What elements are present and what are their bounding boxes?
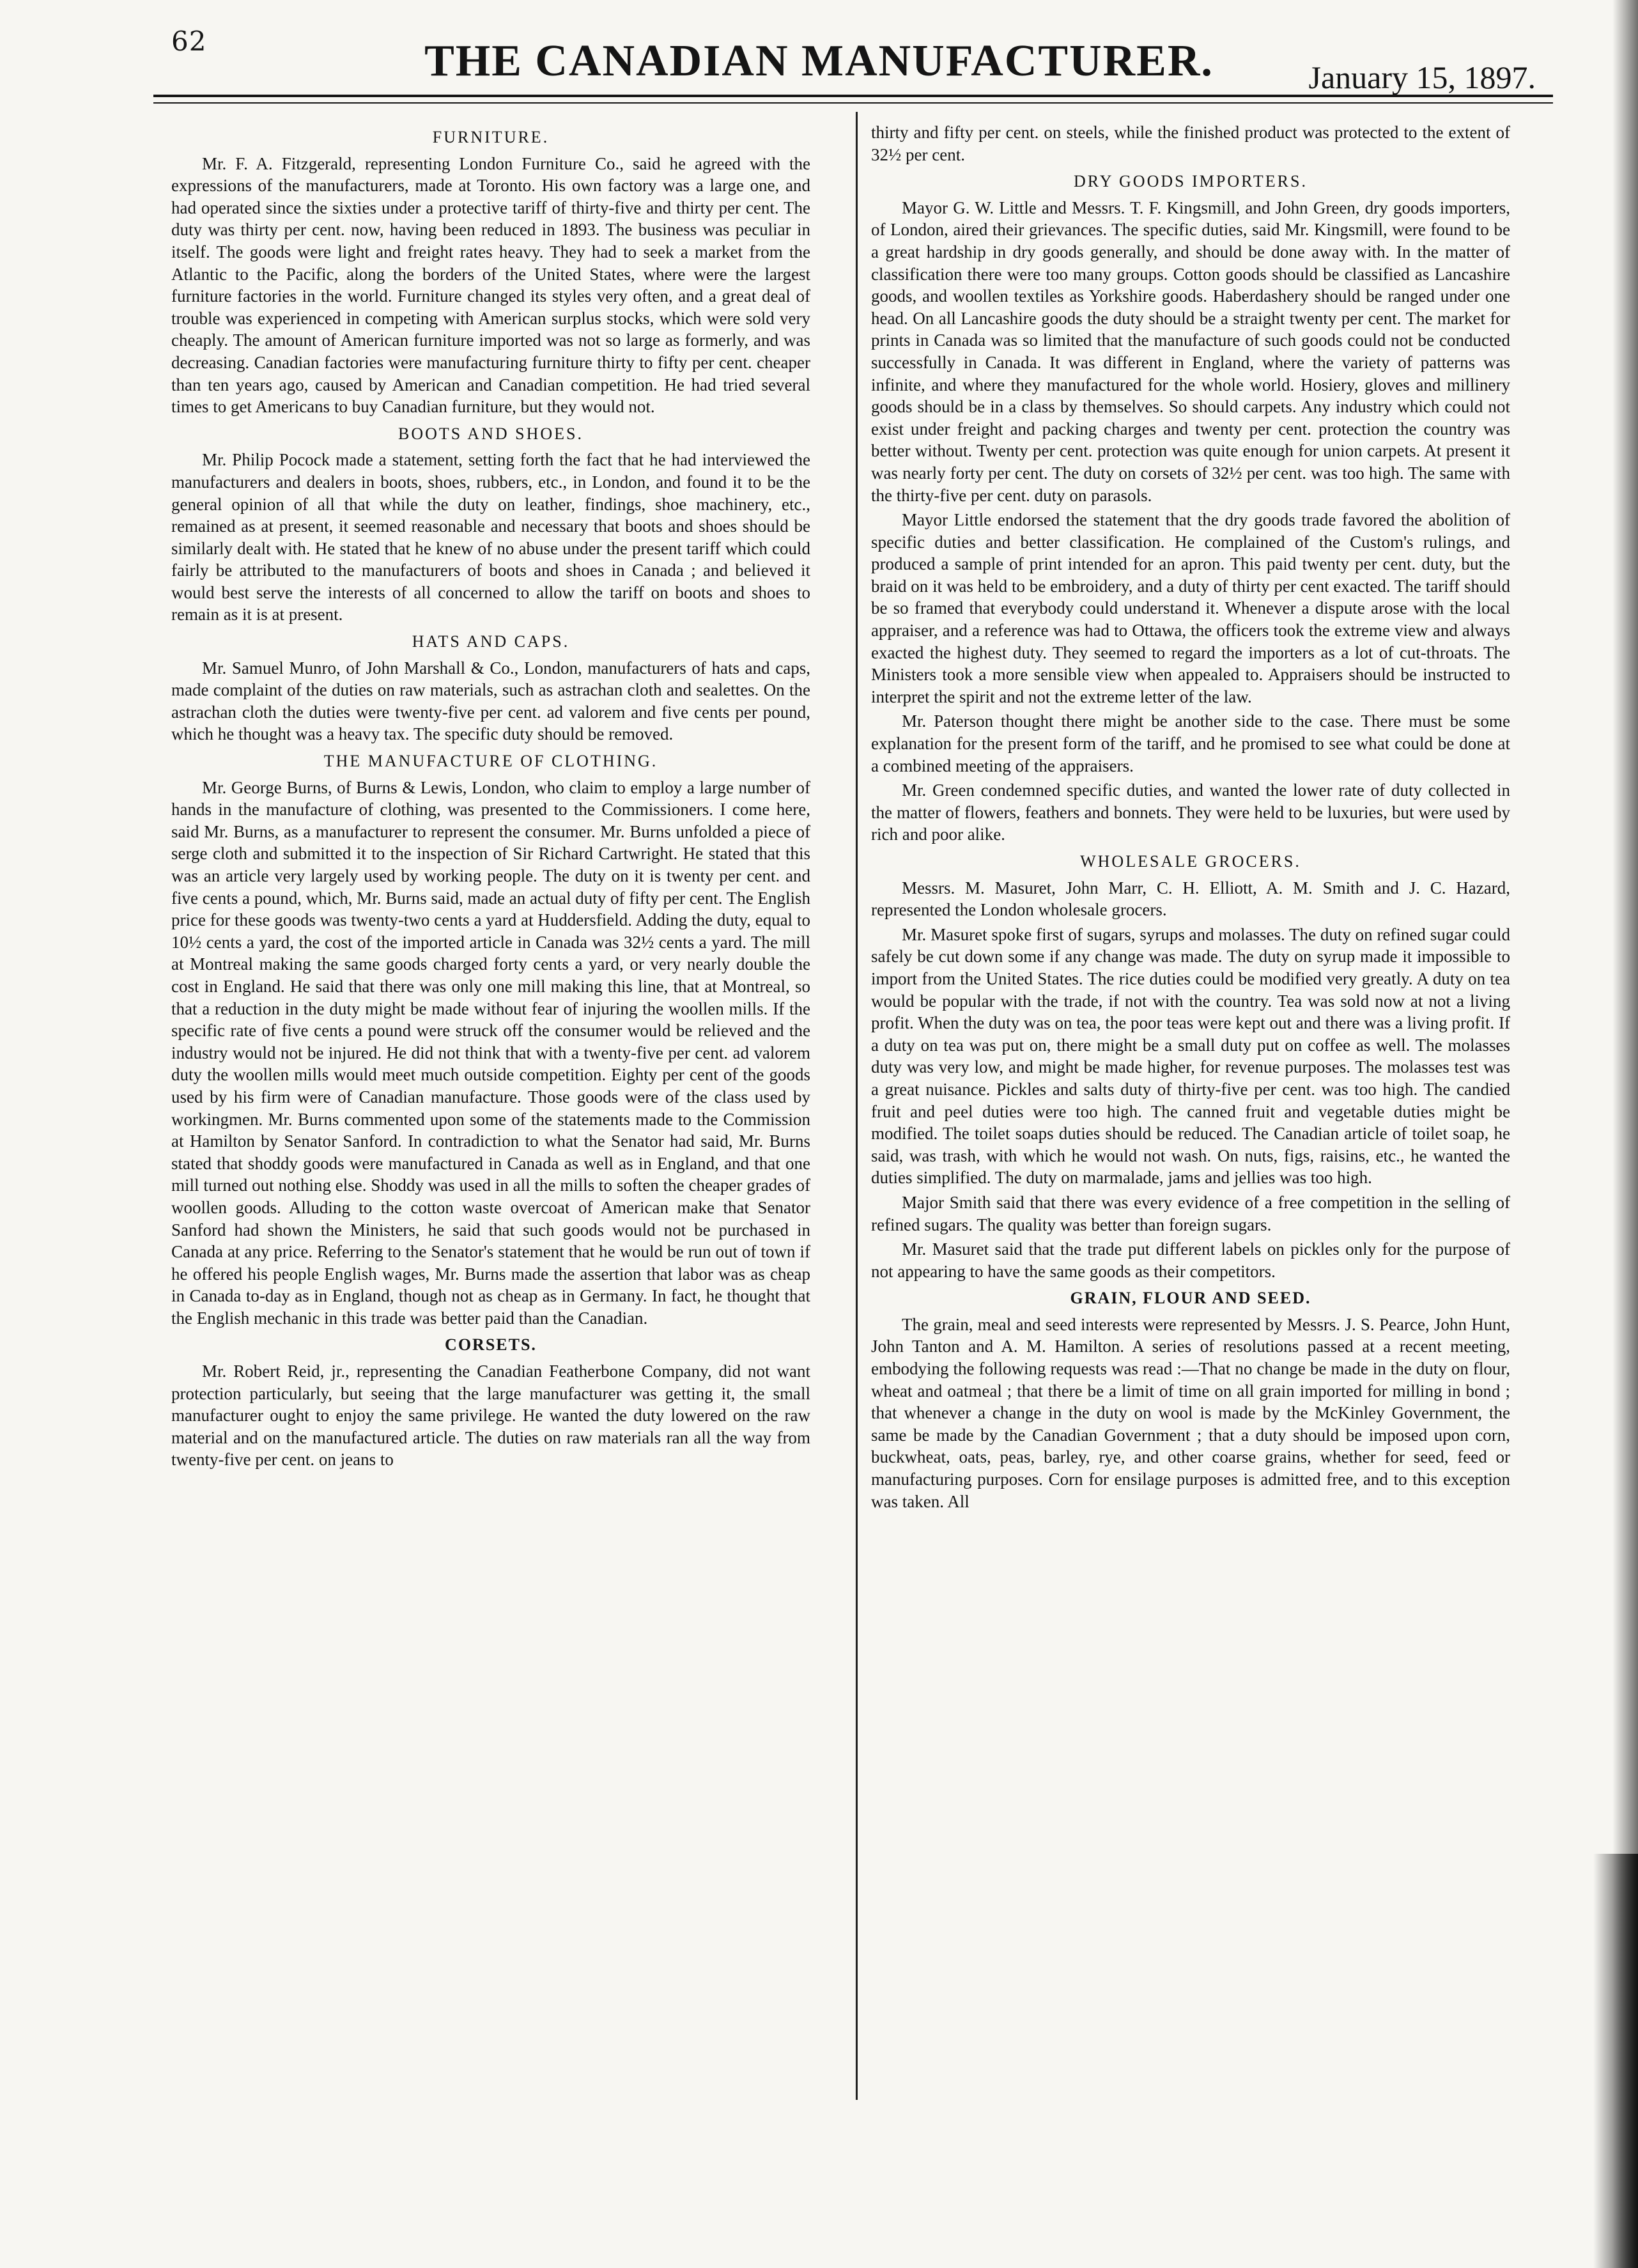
paragraph: Messrs. M. Masuret, John Marr, C. H. Elliott, A. M. Smith and J. C. Hazard, represented the London wholesale grocers.: [871, 878, 1510, 920]
section-heading-dry-goods-importers: DRY GOODS IMPORTERS.: [1074, 172, 1308, 191]
page-header: [0, 0, 1638, 96]
section-heading-grain-flour-seed: GRAIN, FLOUR AND SEED.: [1070, 1289, 1311, 1308]
section-heading-boots-and-shoes: BOOTS AND SHOES.: [398, 424, 583, 443]
right-column: [871, 121, 1510, 1515]
paragraph: The grain, meal and seed interests were represented by Messrs. J. S. Pearce, John Hunt, John Tanton and A. M. Hamilton. A series of resolutions passed at a recent meeting, embodying the following requests was read :—That no change be made in the duty on flour, wheat and oatmeal ; that there be a limit of time on all grain imported for milling in bond ; that whenever a change in the duty on wool is made by the McKinley Government, the same be made by the Canadian Government ; that a duty should be imposed upon corn, buckwheat, oats, peas, barley, rye, and other coarse grains, whether for seed, feed or manufacturing purposes. Corn for ensilage purposes is admitted free, and to this exception was taken. All: [871, 1314, 1510, 1511]
page-edge-shadow-dark: [1593, 1854, 1638, 2268]
header-rule-thin: [153, 102, 1553, 104]
left-column: [171, 121, 810, 1473]
issue-date: January 15, 1897.: [1308, 59, 1536, 95]
header-rule: [153, 95, 1553, 97]
paragraph: Mr. Paterson thought there might be another side to the case. There must be some explanation for the present form of the tariff, and he promised to see what could be done at a combined meeting of the appraisers.: [871, 711, 1510, 775]
paragraph: Mr. F. A. Fitzgerald, representing London Furniture Co., said he agreed with the expressions of the manufacturers, made at Toronto. His own factory was a large one, and had operated since the sixties under a protective tariff of thirty-five and thirty per cent. The duty was thirty per cent. now, having been reduced in 1893. The business was peculiar in itself. The goods were light and freight rates heavy. They had to seek a market from the Atlantic to the Pacific, along the borders of the United States, where were the largest furniture factories in the world. Furniture changed its styles very often, and a great deal of trouble was experienced in competing with American surplus stocks, which were sold very cheaply. The amount of American furniture imported was not so large as formerly, and was decreasing. Canadian factories were manufacturing furniture thirty to fifty per cent. cheaper than ten years ago, caused by American and Canadian competition. He had tried several times to get Americans to buy Canadian furniture, but they would not.: [171, 153, 810, 417]
page-number: 62: [171, 26, 207, 57]
section-heading-hats-and-caps: HATS AND CAPS.: [412, 632, 570, 651]
continued-paragraph: thirty and fifty per cent. on steels, while the finished product was protected to the extent of 32½ per cent.: [871, 123, 1510, 164]
paragraph: Mr. Samuel Munro, of John Marshall & Co., London, manufacturers of hats and caps, made complaint of the duties on raw materials, such as astrachan cloth and sealettes. On the astrachan cloth the duties were twenty-five per cent. ad valorem and five cents per pound, which he thought was a heavy tax. The specific duty should be removed.: [171, 658, 810, 744]
masthead-title: THE CANADIAN MANUFACTURER.: [424, 36, 1214, 86]
paragraph: Mr. Masuret said that the trade put different labels on pickles only for the purpose of not appearing to have the same goods as their competitors.: [871, 1239, 1510, 1281]
paragraph: Major Smith said that there was every evidence of a free competition in the selling of refined sugars. The quality was better than foreign sugars.: [871, 1192, 1510, 1234]
section-heading-clothing: THE MANUFACTURE OF CLOTHING.: [323, 752, 658, 771]
paragraph: Mr. Robert Reid, jr., representing the Canadian Featherbone Company, did not want protection particularly, but seeing that the large manufacturer was getting it, the small manufacturer ought to enjoy the same privilege. He wanted the duty lowered on the raw material and on the manufactured article. The duties on raw materials ran all the way from twenty-five per cent. on jeans to: [171, 1362, 810, 1470]
column-divider: [856, 112, 858, 2100]
paragraph: Mr. George Burns, of Burns & Lewis, London, who claim to employ a large number of hands in the manufacture of clothing, was presented to the Commissioners. I come here, said Mr. Burns, as a manufacturer to represent the consumer. Mr. Burns unfolded a piece of serge cloth and submitted it to the inspection of Sir Richard Cartwright. He stated that this was an article very largely used by working people. The duty on it is twenty per cent. and five cents a pound, which, Mr. Burns said, made an actual duty of fifty per cent. The English price for these goods was twenty-two cents a yard at Huddersfield. Adding the duty, equal to 10½ cents a yard, the cost of the imported article in Canada was 32½ cents a yard. The mill at Montreal making the same goods charged forty cents a yard, or very nearly double the cost in England. He said that there was only one mill making this line, that at Montreal, so that a reduction in the duty might be made without fear of injuring the woollen mills. If the specific rate of five cents a pound were struck off the consumer would be relieved and the industry would not be injured. He did not think that with a twenty-five per cent. ad valorem duty the woollen mills would meet much outside competition. Eighty per cent of the goods used by his firm were of Canadian manufacture. Those goods were of the class used by workingmen. Mr. Burns commented upon some of the statements made to the Commission at Hamilton by Senator Sanford. In contradiction to what the Senator had said, Mr. Burns stated that shoddy goods were manufactured in Canada as well as in England, and that one mill turned out nothing else. Shoddy was used in all the mills to soften the cheaper grades of woollen goods. Alluding to the cotton waste overcoat of American make that Senator Sanford had shown the Ministers, he said that such goods would not be purchased in Canada at any price. Referring to the Senator's statement that he would be run out of town if he offered his people English wages, Mr. Burns made the assertion that labor was as cheap in Canada to-day as in England, though not as cheap as in Germany. In fact, he thought that the English mechanic in this trade was better paid than the Canadian.: [171, 777, 810, 1328]
paragraph: Mr. Philip Pocock made a statement, setting forth the fact that he had interviewed the manufacturers and dealers in boots, shoes, rubbers, etc., in London, and found it to be the general opinion of all that while the duty on leather, findings, shoe machinery, etc., remained as at present, it seemed reasonable and necessary that boots and shoes should be similarly dealt with. He stated that he knew of no abuse under the present tariff which could fairly be attributed to the manufacturers of boots and shoes in Canada ; and believed it would best serve the interests of all concerned to allow the tariff on boots and shoes to remain as it is at present.: [171, 450, 810, 625]
paragraph: Mr. Masuret spoke first of sugars, syrups and molasses. The duty on refined sugar could safely be cut down some if any change was made. The duty on syrup made it impossible to import from the United States. The rice duties could be modified very greatly. A duty on tea would be popular with the trade, if not with the country. Tea was sold now at not a living profit. When the duty was on tea, the poor teas were kept out and there was a living profit. If a duty on tea was put on, there might be a small duty put on coffee as well. The molasses duty was very low, and might be made higher, for revenue purposes. The molasses test was a great nuisance. Pickles and salts duty of thirty-five per cent. was too high. The candied fruit and peel duties were too high. The canned fruit and vegetable duties might be modified. The toilet soaps duties should be reduced. The Canadian article of toilet soap, he said, was trash, with which he would not wash. On nuts, figs, raisins, etc., he wanted the duties simplified. The duty on marmalade, jams and jellies was too high.: [871, 924, 1510, 1188]
paragraph: Mayor G. W. Little and Messrs. T. F. Kingsmill, and John Green, dry goods importers, of London, aired their grievances. The specific duties, said Mr. Kingsmill, were found to be a great hardship in dry goods generally, and should be done away with. In the matter of classification there were too many groups. Cotton goods should be classified as Lancashire goods, and woollen textiles as Yorkshire goods. Haberdashery should be ranged under one head. On all Lancashire goods the duty should be a straight twenty per cent. The market for prints in Canada was so limited that the manufacture of such goods could not be conducted successfully in Canada. It was different in England, where the variety of patterns was infinite, and where they manufactured for the whole world. Hosiery, gloves and millinery goods should be in a class by themselves. So should carpets. Any industry which could not exist under freight and packing charges and twenty per cent. protection the country was better without. Twenty per cent. protection was quite enough for union carpets. At present it was nearly forty per cent. The duty on corsets of 32½ per cent. was too high. The same with the thirty-five per cent. duty on parasols.: [871, 198, 1510, 505]
paragraph: Mr. Green condemned specific duties, and wanted the lower rate of duty collected in the matter of flowers, feathers and bonnets. They were held to be luxuries, but were used by rich and poor alike.: [871, 781, 1510, 844]
section-heading-wholesale-grocers: WHOLESALE GROCERS.: [1080, 852, 1301, 871]
paragraph: Mayor Little endorsed the statement that the dry goods trade favored the abolition of specific duties and better classification. He complained of the Custom's rulings, and produced a sample of print intended for an apron. This paid twenty per cent. duty, but the braid on it was held to be embroidery, and a duty of thirty per cent exacted. The tariff should be so framed that everybody could understand it. Whenever a dispute arose with the local appraiser, and a reference was had to Ottawa, the officers took the extreme view and always exacted the highest duty. They seemed to regard the importers as a lot of cut-throats. The Ministers took a more sensible view when appealed to. Appraisers should be instructed to interpret the spirit and not the extreme letter of the law.: [871, 510, 1510, 706]
section-heading-furniture: FURNITURE.: [432, 128, 550, 146]
section-heading-corsets: CORSETS.: [445, 1335, 537, 1355]
